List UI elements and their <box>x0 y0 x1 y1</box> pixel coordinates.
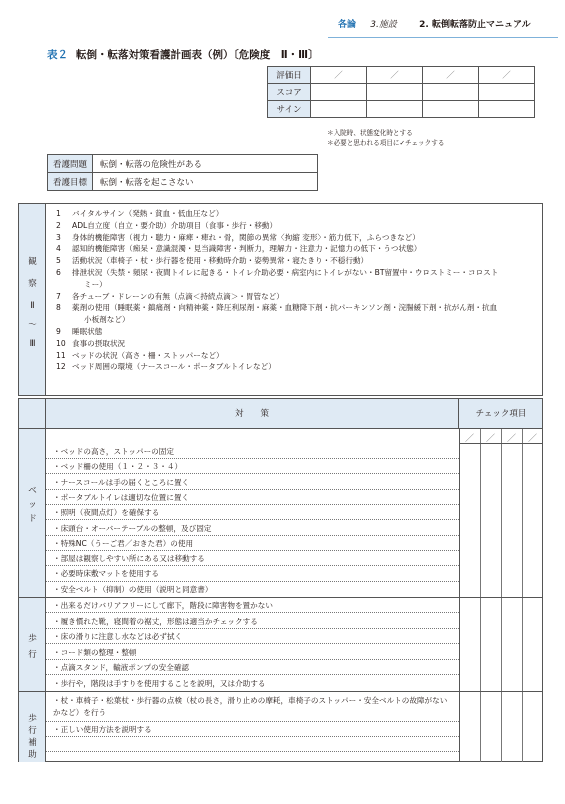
score-table <box>267 66 535 118</box>
observation-item <box>56 338 538 350</box>
section-label-char: ッ <box>28 500 37 510</box>
measure-row: ・点滴スタンド，輸液ポンプの安全確認 <box>46 660 459 675</box>
observation-item <box>56 326 538 338</box>
nursing-label: 看護問題 <box>48 155 93 173</box>
measure-row: ・履き慣れた靴，寝間着の裾丈，形態は適当かチェックする <box>46 614 459 629</box>
score-label: サイン <box>268 101 311 118</box>
measure-row <box>46 692 459 722</box>
section-label-char: 歩 <box>28 714 37 724</box>
measures-header-label: 対 策 <box>46 399 459 428</box>
measure-row: ・ナースコールは手の届くところに置く <box>46 475 459 490</box>
observation-item <box>56 350 538 362</box>
measure-row: ・コード類の整理・整頓 <box>46 645 459 660</box>
side-char: 〜 <box>28 320 37 330</box>
page-header <box>338 17 531 30</box>
score-row <box>268 84 535 101</box>
header-topic: 2. 転倒転落防止マニュアル <box>419 20 531 30</box>
check-column-line <box>501 429 502 762</box>
item-text: ADL自立度（自立・要介助）介助項目（食事・歩行・移動） <box>72 220 278 230</box>
item-text: 認知的機能障害（痴呆・意識混濁・見当識障害・判断力，理解力・注意力・記憶力の低下・うつ状態） <box>72 244 422 254</box>
item-text: 睡眠状態 <box>72 326 103 336</box>
nursing-row <box>48 173 318 191</box>
nursing-table <box>47 154 318 191</box>
measure-row: ・ベッドの高さ，ストッパーの固定 <box>46 444 459 459</box>
item-text: 身体的機能障害（視力・聴力・麻痺・痺れ・骨，関節の異常〈拘縮 変形〉・筋力低下，ふらつきなど） <box>72 232 420 242</box>
header-blank <box>19 399 46 428</box>
measure-row: ・床頭台・オーバーテーブルの整頓，及び固定 <box>46 521 459 536</box>
score-row <box>268 101 535 118</box>
measure-row: ・安全ベルト（抑制）の使用（説明と同意書） <box>53 584 213 594</box>
observation-item <box>56 208 538 220</box>
item-number: 10 <box>56 338 66 348</box>
item-text: 薬剤の使用（睡眠薬・鎮痛剤・向精神薬・降圧利尿剤・麻薬・血糖降下剤・抗パーキンソン剤・浣腸緩下剤・抗がん剤・抗血 <box>72 303 498 313</box>
item-number: 11 <box>56 350 66 360</box>
measure-row <box>46 737 459 752</box>
item-text-continued: 小板剤など） <box>84 315 130 325</box>
check-column-line <box>522 429 523 762</box>
nursing-value: 転倒・転落の危険性がある <box>93 155 318 173</box>
observation-item <box>56 255 538 267</box>
note-line: ＊入院時、状態変化時とする <box>327 129 413 137</box>
check-mark[interactable]: ／ <box>485 434 495 444</box>
measure-row: ・ポータブルトイレは適切な位置に置く <box>46 490 459 505</box>
score-cell[interactable] <box>423 84 479 101</box>
section-label-char: 行 <box>28 726 37 736</box>
item-text: ベッドの状況（高さ・柵・ストッパーなど） <box>72 350 224 360</box>
measures-header <box>19 399 542 429</box>
check-mark[interactable]: ／ <box>506 434 516 444</box>
observation-item <box>56 232 538 244</box>
section-label-char: 補 <box>28 738 37 748</box>
item-text: 各チューブ・ドレーンの有無（点滴＜持続点滴＞・胃管など） <box>72 291 284 301</box>
score-label: スコア <box>268 84 311 101</box>
check-header-label: チェック項目 <box>475 409 527 419</box>
observation-side-label <box>19 204 46 395</box>
observation-item <box>56 291 538 303</box>
item-text: バイタルサイン（発熱・貧血・低血圧など） <box>72 209 224 218</box>
item-number: 1 <box>56 209 61 218</box>
item-number: 3 <box>56 232 61 242</box>
measure-row: ・部屋は観察しやすい所にある又は移動する <box>46 551 459 566</box>
measure-row-text: ・杖・車椅子・松葉杖・歩行器の点検（杖の長さ，滑り止めの摩耗，車椅子のストッパー・安全ベルトの故障がないかなど）を行う <box>53 696 448 717</box>
item-number: 5 <box>56 256 61 266</box>
measure-row: ・ベッド柵の使用（１・２・３・４） <box>46 459 459 474</box>
nursing-value: 転倒・転落を起こさない <box>93 173 318 191</box>
section-label-char: 行 <box>28 650 37 660</box>
check-mark[interactable]: ／ <box>527 434 537 444</box>
section-label-char: 歩 <box>28 634 37 644</box>
measure-row: ・特殊NC（うーご君／おきた君）の使用 <box>46 536 459 551</box>
observation-item <box>56 220 538 232</box>
check-mark[interactable]: ／ <box>464 434 474 444</box>
observation-item <box>56 267 538 291</box>
observation-item <box>56 243 538 255</box>
note-line: ＊必要と思われる項目に✓チェックする <box>327 139 445 147</box>
item-number: 12 <box>56 362 66 372</box>
score-label: 評価日 <box>268 67 311 84</box>
section-label-char: ド <box>28 514 37 524</box>
score-cell[interactable] <box>479 84 535 101</box>
score-row <box>268 67 535 84</box>
measure-row <box>46 752 459 761</box>
notes <box>327 128 444 148</box>
observation-item <box>56 361 538 373</box>
check-date-row <box>459 429 543 444</box>
item-text: 排泄状況（失禁・頻尿・夜間トイレに起きる・トイレ介助必要・病室内にトイレがない・BT留置中・ウロストミー・コロスト <box>72 267 499 277</box>
check-column-line <box>459 429 460 762</box>
score-cell[interactable]: ／ <box>479 67 535 84</box>
measure-row: ・床の滑りに注意し水などは必ず拭く <box>46 629 459 644</box>
side-char: Ⅲ <box>29 339 36 349</box>
item-number: 9 <box>56 326 61 336</box>
section-label-char: 助 <box>28 750 37 760</box>
observation-item <box>56 302 538 326</box>
table-title <box>47 47 319 62</box>
measure-row: ・出来るだけバリアフリーにして廊下，階段に障害物を置かない <box>46 598 459 613</box>
item-number: 4 <box>56 244 61 254</box>
side-char: Ⅱ <box>30 301 35 311</box>
side-char: 察 <box>28 279 37 289</box>
header-section: 3.施設 <box>370 20 397 30</box>
header-chapter: 各論 <box>338 20 357 30</box>
score-cell[interactable]: ／ <box>423 67 479 84</box>
measure-row: ・正しい使用方法を説明する <box>46 722 459 737</box>
item-number: 6 <box>56 267 61 277</box>
measures-box <box>18 398 543 762</box>
measure-row: ・必要時床敷マットを使用する <box>46 566 459 581</box>
score-cell[interactable] <box>423 101 479 118</box>
item-text-continued: ミー） <box>84 279 107 289</box>
score-cell[interactable] <box>367 84 423 101</box>
item-text: ベッド周囲の環境（ナースコール・ポータブルトイレなど） <box>72 362 276 372</box>
score-cell[interactable]: ／ <box>311 67 367 84</box>
header-divider <box>328 37 558 38</box>
score-cell[interactable] <box>311 101 367 118</box>
item-number: 8 <box>56 303 61 313</box>
table-title-text: 転倒・転落対策看護計画表（例）〔危険度 Ⅱ・Ⅲ〕 <box>76 49 319 61</box>
observation-list <box>56 208 538 373</box>
table-number: 表２ <box>47 49 68 61</box>
side-char: 観 <box>28 257 37 267</box>
item-number: 7 <box>56 291 61 301</box>
score-cell[interactable] <box>311 84 367 101</box>
item-number: 2 <box>56 220 61 230</box>
section-label-char: ベ <box>28 486 37 496</box>
item-text: 食事の摂取状況 <box>72 338 126 348</box>
observation-box <box>18 203 543 396</box>
nursing-row <box>48 155 318 173</box>
score-cell[interactable]: ／ <box>367 67 423 84</box>
item-text: 活動状況（車椅子・杖・歩行器を使用・移動時介助・姿勢異常・寝たきり・不穏行動） <box>72 256 369 266</box>
measure-row: ・歩行や，階段は手すりを使用することを説明，又は介助する <box>53 678 266 688</box>
score-cell[interactable] <box>367 101 423 118</box>
check-column-line <box>480 429 481 762</box>
score-cell[interactable] <box>479 101 535 118</box>
nursing-label: 看護目標 <box>48 173 93 191</box>
measure-row: ・照明（夜間点灯）を確保する <box>46 505 459 520</box>
